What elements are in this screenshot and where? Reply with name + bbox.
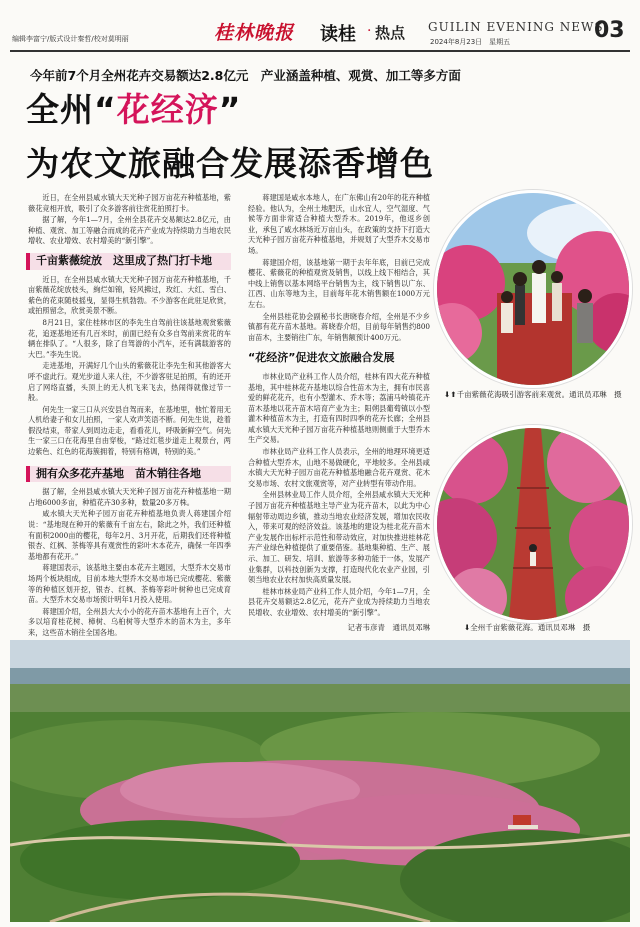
body-para: 8月21日，家住桂林市区的李先生自驾前往该基地观赏紫薇花，追逐基地还有几百米时，前面已经有众多自驾前来赏花的车辆在排队了。“人很多，除了自驾游的小汽车，还有满载游客的大巴。”李先生说。 [28,317,231,359]
intro-para: 据了解，今年1—7月，全州全县花卉交易额达2.8亿元，由种植、观赏、加工等融合而成的花卉产业成为持续助力当地农民增收、农业增效、农村增美的“新引擎”。 [28,215,231,246]
photo-flower-stairs [434,425,632,623]
body-para: 蒋建国介绍，该基地第一期于去年年底，目前已完成樱花、紫薇花的种植观赏及销售，以线上线下相结合，其中线上销售以基本网络平台销售为主，线下销售以广东、江西、山东等地为主，目前每年花木销售额在1000万元左右。 [248,257,430,309]
body-para: 蒋建国是咸水本地人，在广东佛山有20年的花卉种植经验。他认为，全州土地肥沃，山水宜人，空气湿度、气候等方面非常适合种植大型乔木。2019年，他返乡创业，承包了咸水林场近万亩山头，在政策的支持下打造大天光种子园万亩花卉种植基地，并规划了大型乔木交易市场。 [248,193,430,255]
headline-highlight: 花经济 [116,90,219,129]
section-title [320,20,356,46]
byline: 记者韦彦青 通讯员邓琳 [347,622,430,632]
photo-aerial-image [10,640,630,922]
caption-photo1: ⬇⬆千亩紫薇花海吸引游客前来观赏。通讯员邓琳 摄 [444,390,622,399]
headline-line1 [26,84,241,131]
headline-line2: 为农文旅融合发展添香增色 [26,144,434,183]
section-separator: · [367,23,372,39]
publication-date: 2024年8月23日 星期五 [430,38,511,46]
body-para: 市林业局产业科工作人员介绍，桂林有四大花卉种植基地，其中桂林花卉基地以综合性苗木为主，拥有市民喜爱的鲜花花卉，也有小型灌木、乔木等；荔浦马岭镇花卉苗木基地以花卉苗木培育产业为主；阳朔县葡萄镇以小型灌木种植苗木为主，打造有四时四季的花卉长廊；全州县咸水镇大天光种子园万亩花卉种植基地则侧重于大型乔木生产交易。 [248,371,430,445]
headline-pre: 全州“ [26,90,117,129]
masthead-rule [10,50,630,52]
kicker: 今年前7个月全州花卉交易额达2.8亿元 产业涵盖种植、观赏、加工等多方面 [30,68,461,83]
body-para: 全州县桂花协会副秘书长唐晓春介绍，全州是不少乡镇都有花卉苗木基地。蒋晓春介绍，目前每年销售约800亩苗木，主要销往广东，年销售额预计400万元。 [248,311,430,342]
body-para: 蒋建国表示，该基地主要由本花卉主题园，大型乔木交易市场两个板块组成，目前本地大型乔木交易市场已完成樱花、紫薇等的种植区划开挖，银杏、红枫、茶梅等彩叶树种也已完成育苗。大型乔木交易市场预计明年1月投入使用。 [28,563,231,605]
english-paper-name: GUILIN EVENING NEWS [428,20,604,34]
body-para: 走进基地，开满好几个山头的紫薇花让李先生和其他游客大呼不虚此行。观光步道人来人往，不少游客驻足拍照，有的还开启了网络直播，头顶上的无人机飞来飞去，热闹得就像过节一般。 [28,361,231,403]
body-para: 桂林市林业局产业科工作人员介绍，今年1—7月，全县花卉交易额达2.8亿元，花卉产业成为持续助力当地农民增收、农业增效、农村增美的“新引擎”。 [248,586,430,617]
body-para: 全州县林业局工作人员介绍，全州县咸水镇大天光种子园万亩花卉种植基地主导产业为花卉苗木，以此为中心辐射带动周边乡镇，推动当地农业经济发展，增加农民收入，带来可观的经济效益。该基地的建设为桂北花卉苗木产业发展作出标杆示范性和带动效应，对加快推进桂林花卉产业绿色种植提供了重要借鉴。基地集种植、生产、展示、加工、研发、培训、旅游等多种功能于一体，发展产业集群，以科技创新为支撑，打造现代化农业产业园，引领当地农业农村加快高质量发展。 [248,490,430,585]
intro-para: 近日，在全州县咸水镇大天光种子园万亩花卉种植基地，紫薇花竞相开放，吸引了众多游客前往赏花拍照打卡。 [28,193,231,213]
photo-tourists-image [437,193,629,385]
body-para: 何先生一家三口从兴安县自驾而来，在基地里，他忙着用无人机给妻子和女儿拍照，一家人欢声笑语不断。何先生说，趁着假没结束，带家人到周边走走，看看花儿，呼吸新鲜空气。何先生一家三口在花海里自由穿梭，“路过红毯步道走上观景台，两边紫色、红色的花海簇拥着，特别有格调，特别的美。” [28,404,231,457]
photo-aerial-flower-sea [10,640,630,922]
body-para: 近日，在全州县咸水镇大天光种子园万亩花卉种植基地，千亩紫薇花绽放枝头，絢烂如锦，轻风拂过，玫红、大红、雪白、紫色的花束随枝摇曳，显得生机勃勃。不少游客在此驻足欣赏，或拍照留念，欣赏美景不断。 [28,274,231,316]
photo-tourists [434,190,632,388]
photo-flower-stairs-image [437,428,629,620]
paper-logo: 桂林晚报 [214,22,295,44]
section3-title: “花经济”促进农文旅融合发展 [248,351,395,365]
section-main: 读桂 [320,24,356,45]
body-para: 蒋建国介绍，全州县大大小小的花卉苗木基地有上百个，大多以培育桂花树、樟树、乌桕树等大型乔木的苗木为主，多年来，这些苗木销往全国各地。 [28,606,231,637]
column-1 [28,193,231,640]
body-para: 据了解，全州县咸水镇大天光种子园万亩花卉种植基地一期占地6000多亩，种植花卉30多种，数量20多万株。 [28,487,231,507]
body-para: 咸水镇大天光种子园万亩花卉种植基地负责人蒋建国介绍说：“基地现在种开的紫薇有千亩左右，除此之外，我们还种植有面积2000亩的樱花，每年2月、3月开花，后期我们还将种植银杏、红枫、茶梅等具有观赏性的彩叶木本花卉，确保一年四季基地都有花开。” [28,509,231,561]
section2-title: 拥有众多花卉基地 苗木销往各地 [26,466,231,483]
section1-title: 千亩紫薇绽放 这里成了热门打卡地 [26,253,231,270]
caption-photo2: ⬇全州千亩紫薇花海。通讯员邓琳 摄 [464,623,591,632]
section-sub: 热点 [375,24,406,42]
page-number: 03 [594,18,625,43]
body-para: 市林业局产业科工作人员表示，全州的地理环境更适合种植大型乔木，山地不易做硬化，平地较多。全州县咸水镇大天光种子园万亩花卉种植基地融合花卉观赏、花木交易市场、农村文旅观赏等，对产业转型有带动作用。 [248,447,430,488]
editors-line: 编辑李富宁/版式设计秦哲/校对莫明丽 [12,35,129,43]
headline-post: ” [218,90,242,129]
column-2 [248,193,430,633]
